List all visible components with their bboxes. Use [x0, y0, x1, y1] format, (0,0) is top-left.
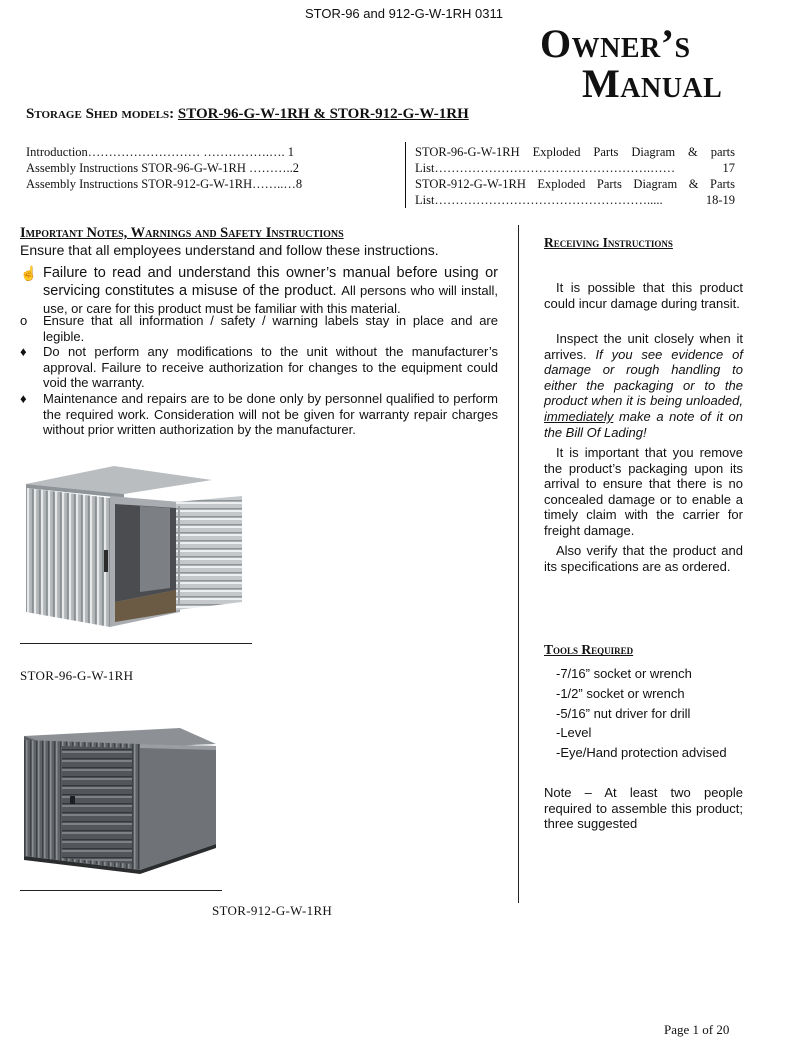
toc-item-assembly-912: Assembly Instructions STOR-912-G-W-1RH……..…8 [26, 177, 303, 191]
receiving-paragraph-4: Also verify that the product and its specifications are as ordered. [544, 543, 743, 574]
page-number: Page 1 of 20 [664, 1022, 730, 1037]
pointing-hand-icon: ☝ [20, 265, 38, 281]
document-code-header: STOR-96 and 912-G-W-1RH 0311 [305, 6, 503, 21]
assembly-people-note: Note – At least two people required to assemble this product; three suggested [544, 785, 743, 832]
bullet-failure-to-read: ☝ Failure to read and understand this owner’s manual before using or servicing constitutes a misuse of the product. All persons who will install, use, or care for this product must be familiar with this material. [20, 265, 498, 316]
bullet-labels: o Ensure that all information / safety / warning labels stay in place and are legible. [20, 313, 498, 344]
toc-item-parts-912: STOR-912-G-W-1RH Exploded Parts Diagram & Parts [415, 177, 735, 191]
tool-item: -Eye/Hand protection advised [556, 745, 727, 760]
toc-item-introduction: Introduction……………………… …………….…. 1 [26, 145, 295, 159]
bullet-maintenance: ♦ Maintenance and repairs are to be done only by personnel qualified to perform the required work. Consideration will not be given for warranty repair charges without prior written authorization by the manufacturer. [20, 391, 498, 438]
tool-item: -7/16” socket or wrench [556, 666, 692, 681]
important-notes-heading: Important Notes, Warnings and Safety Instructions [20, 225, 344, 241]
tools-required-heading: Tools Required [544, 642, 634, 657]
important-intro: Ensure that all employees understand and follow these instructions. [20, 242, 439, 258]
title-owners: Owner’s [540, 21, 691, 66]
figure-caption-stor-912: STOR-912-G-W-1RH [212, 903, 333, 918]
circle-bullet-icon: o [20, 313, 28, 328]
figure-caption-stor-96: STOR-96-G-W-1RH [20, 668, 134, 683]
toc-item-assembly-96: Assembly Instructions STOR-96-G-W-1RH ………..2 [26, 161, 300, 175]
tool-item: -1/2” socket or wrench [556, 686, 685, 701]
diamond-bullet-icon: ♦ [20, 344, 27, 359]
receiving-paragraph-1: It is possible that this product could incur damage during transit. [544, 280, 743, 311]
diamond-bullet-icon: ♦ [20, 391, 27, 406]
toc-item-parts-96: STOR-96-G-W-1RH Exploded Parts Diagram & parts [415, 145, 735, 159]
models-values: STOR-96-G-W-1RH & STOR-912-G-W-1RH [177, 106, 469, 122]
column-divider [518, 225, 519, 903]
shed-stor-96-photo [20, 462, 246, 630]
tool-item: -Level [556, 725, 592, 740]
tool-item: -5/16” nut driver for drill [556, 706, 691, 721]
toc-divider [405, 142, 406, 208]
receiving-instructions-heading: Receiving Instructions [544, 235, 673, 250]
figure-rule-2 [20, 890, 222, 891]
receiving-paragraph-2: Inspect the unit closely when it arrives. If you see evidence of damage or rough handling to either the packaging or to the product when it is being unloaded, immediately make a note of it on the Bill Of Lading! [544, 331, 743, 440]
title-manual: Manual [582, 61, 723, 106]
shed-stor-912-photo [20, 724, 220, 876]
models-heading [26, 106, 469, 123]
models-label: Storage Shed models: [26, 106, 178, 122]
receiving-paragraph-3: It is important that you remove the product’s packaging upon its arrival to ensure that there is no concealed damage or to enable a timely claim with the carrier for freight damage. [544, 445, 743, 538]
bullet-modifications: ♦ Do not perform any modifications to the unit without the manufacturer’s approval. Failure to receive authorization for changes to the equipment could void the warranty. [20, 344, 498, 391]
toc-item-parts-96-page: List…………………………………………….…… 17 [415, 161, 735, 175]
figure-rule-1 [20, 643, 252, 644]
toc-item-parts-912-page: List……………………………………………..... 18-19 [415, 193, 735, 207]
